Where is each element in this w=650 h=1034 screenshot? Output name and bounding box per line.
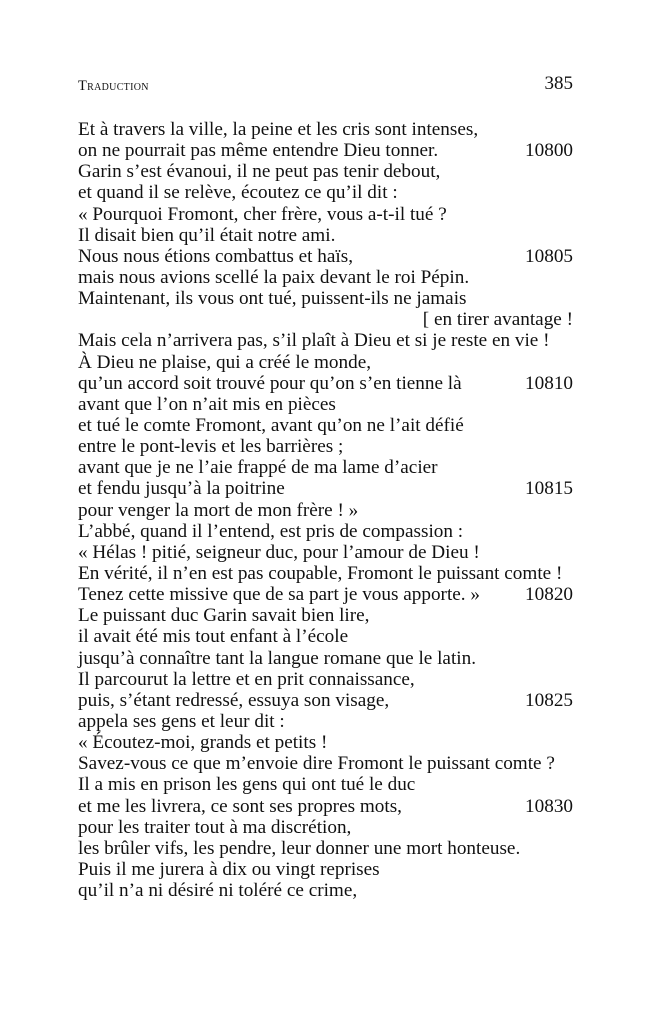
verse-text: appela ses gens et leur dit : xyxy=(78,710,285,732)
verse-text: pour les traiter tout à ma discrétion, xyxy=(78,816,352,838)
verse-line xyxy=(78,648,573,669)
verse-text: En vérité, il n’en est pas coupable, Fromont le puissant comte ! xyxy=(78,562,563,584)
verse-text: entre le pont-levis et les barrières ; xyxy=(78,436,344,458)
verse-line xyxy=(78,605,573,626)
line-number: 10805 xyxy=(525,245,573,267)
verse-line xyxy=(78,352,573,373)
verse-text: « Écoutez-moi, grands et petits ! xyxy=(78,732,328,754)
verse-text: jusqu’à connaître tant la langue romane que le latin. xyxy=(78,647,476,669)
running-head: Traduction xyxy=(78,78,149,94)
verse-text: Nous nous étions combattus et haïs, xyxy=(78,245,353,267)
verse-text: et quand il se relève, écoutez ce qu’il dit : xyxy=(78,182,398,204)
verse-line xyxy=(78,563,573,584)
verse-line xyxy=(78,394,573,415)
verse-line xyxy=(78,774,573,795)
page-number: 385 xyxy=(544,73,573,94)
verse-text: Mais cela n’arrivera pas, s’il plaît à Dieu et si je reste en vie ! xyxy=(78,330,550,352)
verse-line xyxy=(78,880,573,901)
verse-text: pour venger la mort de mon frère ! » xyxy=(78,499,359,521)
verse-line xyxy=(78,373,573,394)
verse-line xyxy=(78,436,573,457)
line-number: 10830 xyxy=(525,795,573,817)
verse-line xyxy=(78,584,573,605)
verse-line xyxy=(78,330,573,351)
verse-text: et fendu jusqu’à la poitrine xyxy=(78,478,285,500)
verse-line xyxy=(78,542,573,563)
verse-line xyxy=(78,690,573,711)
verse-text: Puis il me jurera à dix ou vingt reprises xyxy=(78,858,380,880)
verse-text: Il disait bien qu’il était notre ami. xyxy=(78,224,336,246)
verse-line xyxy=(78,140,573,161)
verse-text: « Hélas ! pitié, seigneur duc, pour l’amour de Dieu ! xyxy=(78,541,480,563)
verse-text: on ne pourrait pas même entendre Dieu tonner. xyxy=(78,140,439,162)
verse-text: Il a mis en prison les gens qui ont tué le duc xyxy=(78,774,416,796)
verse-text: Le puissant duc Garin savait bien lire, xyxy=(78,605,370,627)
verse-text: et me les livrera, ce sont ses propres mots, xyxy=(78,795,402,817)
verse-text: L’abbé, quand il l’entend, est pris de compassion : xyxy=(78,520,464,542)
verse-line xyxy=(78,859,573,880)
verse-line xyxy=(78,204,573,225)
verse-line xyxy=(78,817,573,838)
verse-line xyxy=(78,415,573,436)
verse-line xyxy=(78,732,573,753)
verse-line xyxy=(78,796,573,817)
verse-line xyxy=(78,521,573,542)
poem-text-block xyxy=(78,119,573,901)
page-header xyxy=(78,73,573,99)
verse-line xyxy=(78,478,573,499)
verse-text: il avait été mis tout enfant à l’école xyxy=(78,626,349,648)
verse-text: Et à travers la ville, la peine et les cris sont intenses, xyxy=(78,119,479,140)
verse-text: qu’un accord soit trouvé pour qu’on s’en tienne là xyxy=(78,372,462,394)
verse-line xyxy=(78,161,573,182)
line-number: 10810 xyxy=(525,372,573,394)
verse-text: Maintenant, ils vous ont tué, puissent-ils ne jamais xyxy=(78,288,467,310)
verse-line xyxy=(78,246,573,267)
line-number: 10825 xyxy=(525,689,573,711)
verse-text: les brûler vifs, les pendre, leur donner une mort honteuse. xyxy=(78,837,521,859)
verse-line xyxy=(78,711,573,732)
verse-line xyxy=(78,309,573,330)
verse-text: « Pourquoi Fromont, cher frère, vous a-t-il tué ? xyxy=(78,203,447,225)
verse-text: Il parcourut la lettre et en prit connaissance, xyxy=(78,668,415,690)
verse-text: avant que je ne l’aie frappé de ma lame d’acier xyxy=(78,457,438,479)
verse-text: puis, s’étant redressé, essuya son visage, xyxy=(78,689,390,711)
verse-line xyxy=(78,225,573,246)
verse-line xyxy=(78,267,573,288)
verse-line xyxy=(78,182,573,203)
line-number: 10800 xyxy=(525,140,573,162)
verse-text: [ en tirer avantage ! xyxy=(422,309,573,331)
line-number: 10815 xyxy=(525,478,573,500)
verse-line xyxy=(78,500,573,521)
verse-text: avant que l’on n’ait mis en pièces xyxy=(78,393,336,415)
verse-text: Garin s’est évanoui, il ne peut pas tenir debout, xyxy=(78,161,441,183)
verse-text: À Dieu ne plaise, qui a créé le monde, xyxy=(78,351,372,373)
line-number: 10820 xyxy=(525,584,573,606)
verse-line xyxy=(78,669,573,690)
verse-text: Tenez cette missive que de sa part je vous apporte. » xyxy=(78,584,480,606)
verse-text: Savez-vous ce que m’envoie dire Fromont le puissant comte ? xyxy=(78,753,555,775)
verse-line xyxy=(78,838,573,859)
verse-text: mais nous avions scellé la paix devant le roi Pépin. xyxy=(78,266,470,288)
verse-line xyxy=(78,457,573,478)
verse-text: qu’il n’a ni désiré ni toléré ce crime, xyxy=(78,880,358,902)
verse-text: et tué le comte Fromont, avant qu’on ne l’ait défié xyxy=(78,414,464,436)
verse-line xyxy=(78,288,573,309)
verse-line xyxy=(78,753,573,774)
verse-line xyxy=(78,626,573,647)
verse-line xyxy=(78,119,573,140)
